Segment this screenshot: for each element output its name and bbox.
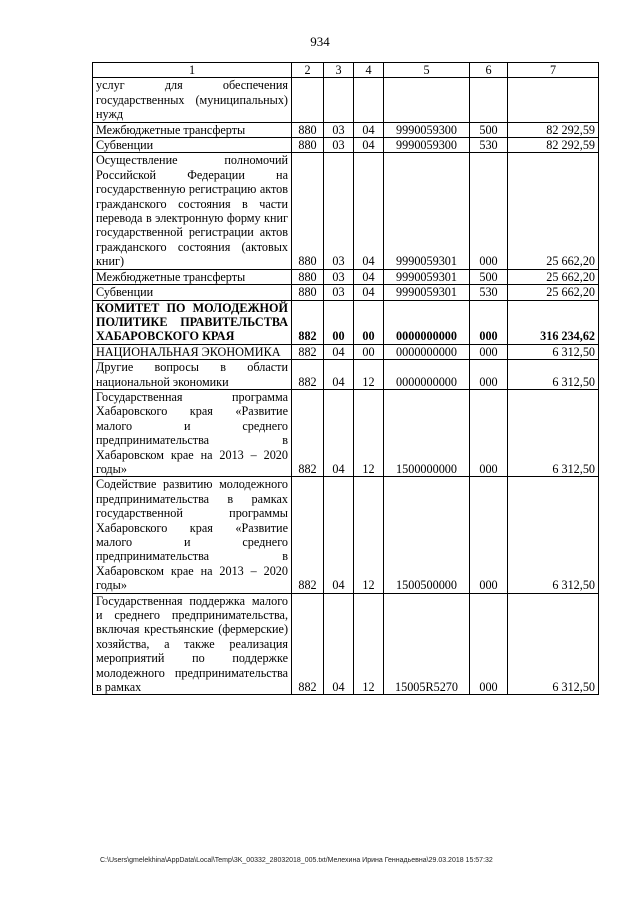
target-article-cell: 1500000000 [384,389,470,476]
table-row [93,153,599,269]
ministry-code-cell: 882 [292,389,324,476]
amount-cell: 6 312,50 [508,344,599,359]
row-name-cell: НАЦИОНАЛЬНАЯ ЭКОНОМИКА [93,344,292,359]
section-code-cell: 03 [324,138,354,153]
expense-type-cell: 000 [470,344,508,359]
expense-type-cell: 000 [470,389,508,476]
table-row [93,122,599,137]
column-header: 6 [470,63,508,78]
table-row [93,360,599,390]
amount-cell: 82 292,59 [508,138,599,153]
table-row [93,593,599,695]
section-code-cell: 03 [324,285,354,300]
section-code-cell: 03 [324,153,354,269]
row-name-cell: услуг для обеспечения государственных (муниципальных) нужд [93,78,292,122]
column-header: 3 [324,63,354,78]
target-article-cell: 9990059301 [384,285,470,300]
row-name-cell: Межбюджетные трансферты [93,269,292,284]
target-article-cell: 0000000000 [384,300,470,344]
column-header: 7 [508,63,599,78]
subsection-code-cell: 12 [354,593,384,695]
ministry-code-cell: 880 [292,269,324,284]
amount-cell: 25 662,20 [508,285,599,300]
subsection-code-cell: 04 [354,122,384,137]
row-name-cell: Осуществление полномочий Российской Федерации на государственную регистрацию актов гражданского состояния в части перевода в электронную форму книг государственной регистрации актов гражданского состояния (актовых книг) [93,153,292,269]
amount-cell: 6 312,50 [508,593,599,695]
row-name-cell: Межбюджетные трансферты [93,122,292,137]
ministry-code-cell: 880 [292,122,324,137]
section-code-cell: 03 [324,269,354,284]
row-name-cell: Другие вопросы в области национальной экономики [93,360,292,390]
expense-type-cell: 000 [470,153,508,269]
subsection-code-cell: 12 [354,360,384,390]
row-name-cell: Содействие развитию молодежного предпринимательства в рамках государственной программы Хабаровского края «Развитие малого и среднего предпринимательства в Хабаровском крае на 2013 – 2020 годы» [93,477,292,593]
expense-type-cell: 000 [470,300,508,344]
target-article-cell: 1500500000 [384,477,470,593]
row-name-cell: Субвенции [93,138,292,153]
amount-cell: 6 312,50 [508,389,599,476]
ministry-code-cell: 880 [292,153,324,269]
file-path-footer: C:\Users\gmelekhina\AppData\Local\Temp\3K_00332_28032018_005.txt/Мелехина Ирина Геннадьевна\29.03.2018 15:57:32 [100,857,493,864]
page-number: 934 [310,34,330,49]
section-code-cell: 04 [324,344,354,359]
amount-cell: 25 662,20 [508,269,599,284]
amount-cell: 82 292,59 [508,122,599,137]
expense-type-cell: 000 [470,477,508,593]
section-code-cell: 03 [324,122,354,137]
amount-cell: 316 234,62 [508,300,599,344]
table-row [93,78,599,122]
column-header: 4 [354,63,384,78]
subsection-code-cell: 12 [354,477,384,593]
subsection-code-cell: 04 [354,153,384,269]
expense-type-cell: 500 [470,269,508,284]
target-article-cell: 9990059300 [384,138,470,153]
row-name-cell: КОМИТЕТ ПО МОЛОДЕЖНОЙ ПОЛИТИКЕ ПРАВИТЕЛЬСТВА ХАБАРОВСКОГО КРАЯ [93,300,292,344]
subsection-code-cell: 00 [354,300,384,344]
section-code-cell: 04 [324,360,354,390]
section-code-cell: 00 [324,300,354,344]
amount-cell: 25 662,20 [508,153,599,269]
expense-type-cell: 500 [470,122,508,137]
row-name-cell: Государственная поддержка малого и среднего предпринимательства, включая крестьянские (фермерские) хозяйства, а также реализация мероприятий по поддержке молодежного предпринимательства в рамках [93,593,292,695]
table-row [93,389,599,476]
target-article-cell: 15005R5270 [384,593,470,695]
expense-type-cell: 000 [470,593,508,695]
target-article-cell: 9990059300 [384,122,470,137]
expense-type-cell: 530 [470,285,508,300]
subsection-code-cell: 04 [354,285,384,300]
ministry-code-cell: 882 [292,300,324,344]
amount-cell [508,78,599,122]
table-row [93,477,599,593]
section-code-cell: 04 [324,593,354,695]
table-row [93,300,599,344]
row-name-cell: Государственная программа Хабаровского края «Развитие малого и среднего предпринимательства в Хабаровском крае на 2013 – 2020 годы» [93,389,292,476]
table-header-row [93,63,599,78]
ministry-code-cell: 882 [292,344,324,359]
column-header: 5 [384,63,470,78]
target-article-cell [384,78,470,122]
ministry-code-cell: 882 [292,593,324,695]
ministry-code-cell: 882 [292,477,324,593]
expense-type-cell [470,78,508,122]
amount-cell: 6 312,50 [508,477,599,593]
target-article-cell: 0000000000 [384,344,470,359]
expense-type-cell: 530 [470,138,508,153]
target-article-cell: 0000000000 [384,360,470,390]
target-article-cell: 9990059301 [384,153,470,269]
ministry-code-cell: 882 [292,360,324,390]
table-row [93,138,599,153]
row-name-cell: Субвенции [93,285,292,300]
ministry-code-cell: 880 [292,285,324,300]
ministry-code-cell: 880 [292,138,324,153]
subsection-code-cell: 04 [354,138,384,153]
budget-table [92,62,599,695]
column-header: 2 [292,63,324,78]
section-code-cell: 04 [324,389,354,476]
subsection-code-cell [354,78,384,122]
section-code-cell: 04 [324,477,354,593]
subsection-code-cell: 00 [354,344,384,359]
table-row [93,269,599,284]
ministry-code-cell [292,78,324,122]
amount-cell: 6 312,50 [508,360,599,390]
table-row [93,285,599,300]
column-header: 1 [93,63,292,78]
section-code-cell [324,78,354,122]
target-article-cell: 9990059301 [384,269,470,284]
subsection-code-cell: 04 [354,269,384,284]
table-row [93,344,599,359]
expense-type-cell: 000 [470,360,508,390]
subsection-code-cell: 12 [354,389,384,476]
